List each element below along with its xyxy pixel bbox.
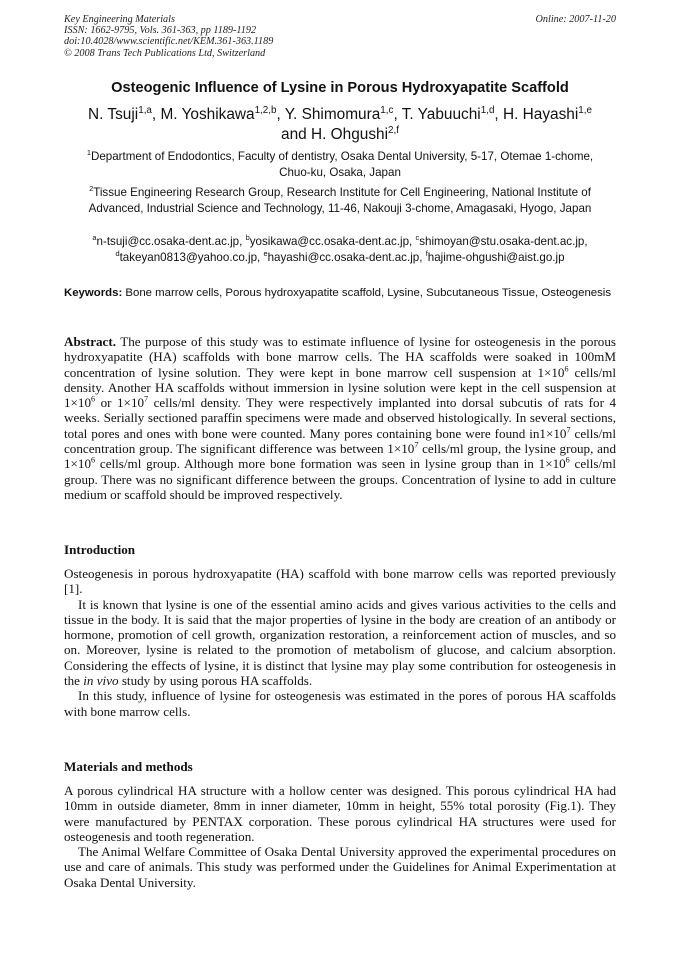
affiliation-line: Tissue Engineering Research Group, Research Institute for Cell Engineering, National Institute of (93, 186, 591, 199)
affiliation-line: Department of Endodontics, Faculty of dentistry, Osaka Dental University, 5-17, Otemae 1-chome, (90, 150, 594, 163)
exponent: 6 (564, 364, 569, 374)
author-affiliation-mark: 1,d (480, 104, 495, 116)
author-name: Y. Shimomura (284, 106, 381, 123)
affiliation-number: 2 (89, 184, 94, 194)
journal-name: Key Engineering Materials (64, 14, 175, 25)
email-mark: a (92, 233, 97, 243)
email-mark: e (263, 249, 268, 259)
affiliation-1 (60, 149, 620, 181)
keywords-text: Bone marrow cells, Porous hydroxyapatite scaffold, Lysine, Subcutaneous Tissue, Osteogenesis (125, 287, 612, 299)
abstract-text: or 1×10 (95, 395, 145, 411)
keywords-label: Keywords: (64, 287, 123, 299)
author-name: H. Ohgushi (311, 126, 388, 143)
author-name: H. Hayashi (502, 106, 579, 123)
doi-line: doi:10.4028/www.scientific.net/KEM.361-363.1189 (64, 36, 274, 48)
author-name: T. Yabuuchi (401, 106, 481, 123)
exponent: 7 (566, 425, 571, 435)
introduction-heading: Introduction (64, 542, 136, 557)
author-affiliation-mark: 1,a (138, 104, 152, 116)
exponent: 6 (91, 394, 96, 404)
email-mark: d (115, 249, 120, 259)
keywords (64, 286, 616, 301)
abstract-text: cells/ml density. They were respectively implanted into dorsal subcutis of rats for 4 weeks. Serially sectioned paraffin specimens were made and observed histologically. In several sections, total pores and ones with bone were counted. Many pores containing bone were found in1×10 (64, 395, 616, 441)
italic-text: in vivo (83, 673, 119, 689)
exponent: 7 (144, 394, 149, 404)
email-mark: c (415, 233, 420, 243)
email-mark: b (245, 233, 250, 243)
journal-header (64, 14, 616, 59)
paragraph: Osteogenesis in porous hydroxyapatite (HA) scaffold with bone marrow cells was reported previously [1]. (64, 566, 616, 597)
affiliation-line: Advanced, Industrial Science and Technology, 11-46, Nakouji 3-chome, Amagasaki, Hyogo, Japan (88, 202, 592, 215)
paragraph: In this study, influence of lysine for osteogenesis was estimated in the pores of porous HA scaffolds with bone marrow cells. (64, 688, 616, 719)
abstract (64, 334, 616, 502)
abstract-text: cells/ml density. Another HA scaffolds without immersion in lysine solution were kept in the cell suspension at 1×10 (64, 364, 616, 411)
paper-title: Osteogenic Influence of Lysine in Porous Hydroxyapatite Scaffold (111, 80, 569, 96)
exponent: 6 (91, 456, 96, 466)
affiliation-number: 1 (86, 148, 91, 158)
exponent: 7 (414, 440, 419, 450)
email-mark: f (425, 249, 428, 259)
author-list: N. Tsuji$^{1,a}$, M. Yoshikawa$^{1,2,b}$, Y. Shimomura$^{1,c}$, T. Yabuuchi$^{1,d}$, H. Hayashi$^{1,e}$ and H. Ohgushi$^{2,f}$ (88, 104, 592, 143)
authors-and: and (281, 126, 307, 143)
affiliation-2 (60, 185, 620, 217)
methods-body (64, 783, 616, 890)
email-list: $^a$n-tsuji@cc.osaka-dent.ac.jp, $^b$yosikawa@cc.osaka-dent.ac.jp, $^c$shimoyan@stu.osaka-dent.ac.jp, $^d$takeyan0813@yahoo.co.jp, $^e$hayashi@cc.osaka-dent.ac.jp, $^f$hajime-ohgushi@aist.go.jp (92, 233, 588, 264)
email-address[interactable]: hayashi@cc.osaka-dent.ac.jp (267, 251, 420, 264)
paragraph: A porous cylindrical HA structure with a hollow center was designed. This porous cylindrical HA had 10mm in outside diameter, 8mm in inner diameter, 10mm in height, 55% total porosity (Fig.1). They were manufactured by PENTAX corporation. These porous cylindrical HA structures were used for osteogenesis and tooth regeneration. (64, 783, 616, 844)
paragraph: The Animal Welfare Committee of Osaka Dental University approved the experimental procedures on use and care of animals. This study was performed under the Guidelines for Animal Experimentation at Osaka Dental University. (64, 844, 616, 890)
methods-heading: Materials and methods (64, 759, 193, 774)
exponent: 6 (565, 456, 570, 466)
author-affiliation-mark: 1,e (578, 104, 592, 116)
abstract-text: cells/ml concentration group. The significant difference was between 1×10 (64, 425, 617, 457)
abstract-text: cells/ml group. There was no significant difference between the groups. Concentration of lysine to add in culture medium or scaffold should be improved respectively. (64, 456, 616, 502)
online-date: Online: 2007-11-20 (535, 14, 616, 25)
abstract-label: Abstract. (64, 334, 116, 349)
author-name: N. Tsuji (88, 106, 139, 123)
paragraph-text: It is known that lysine is one of the essential amino acids and gives various activities to the cells and tissue in the body. It is said that the major properties of lysine in the body are creation of an antibody or hormone, promotion of cell growth, organization restoration, a reinforcement action of muscles, and so on. Moreover, lysine is related to the promotion of metabolism of glucose, and calcium absorption. Considering the effects of lysine, it is distinct that lysine may play some contribution for osteogenesis in the (64, 596, 616, 689)
affiliation-line: Chuo-ku, Osaka, Japan (279, 166, 401, 179)
author-affiliation-mark: 2,f (388, 124, 399, 136)
email-address[interactable]: n-tsuji@cc.osaka-dent.ac.jp (96, 235, 240, 248)
issn-line: ISSN: 1662-9795, Vols. 361-363, pp 1189-1192 (64, 25, 257, 37)
author-affiliation-mark: 1,c (380, 104, 394, 116)
author-name: M. Yoshikawa (160, 106, 255, 123)
paragraph-text: study by using porous HA scaffolds. (118, 673, 313, 689)
email-address[interactable]: hajime-ohgushi@aist.go.jp (427, 251, 565, 264)
abstract-text: The purpose of this study was to estimate influence of lysine for osteogenesis in the porous hydroxyapatite (HA) scaffolds with bone marrow cells. The HA scaffolds were soaked in 100mM concentration of lysine solution. They were kept in bone marrow cell suspension at 1×10 (64, 334, 616, 380)
copyright-line: © 2008 Trans Tech Publications Ltd, Switzerland (64, 47, 266, 59)
email-address[interactable]: takeyan0813@yahoo.co.jp (119, 251, 258, 264)
introduction-body (64, 566, 616, 719)
author-affiliation-mark: 1,2,b (254, 104, 277, 116)
abstract-text: cells/ml group. Although more bone formation was seen in lysine group than in 1×10 (95, 456, 566, 472)
email-address[interactable]: shimoyan@stu.osaka-dent.ac.jp (419, 235, 585, 248)
abstract-text: cells/ml group, the lysine group, and 1×10 (64, 441, 616, 472)
paragraph (64, 597, 616, 689)
email-address[interactable]: yosikawa@cc.osaka-dent.ac.jp (249, 235, 410, 248)
